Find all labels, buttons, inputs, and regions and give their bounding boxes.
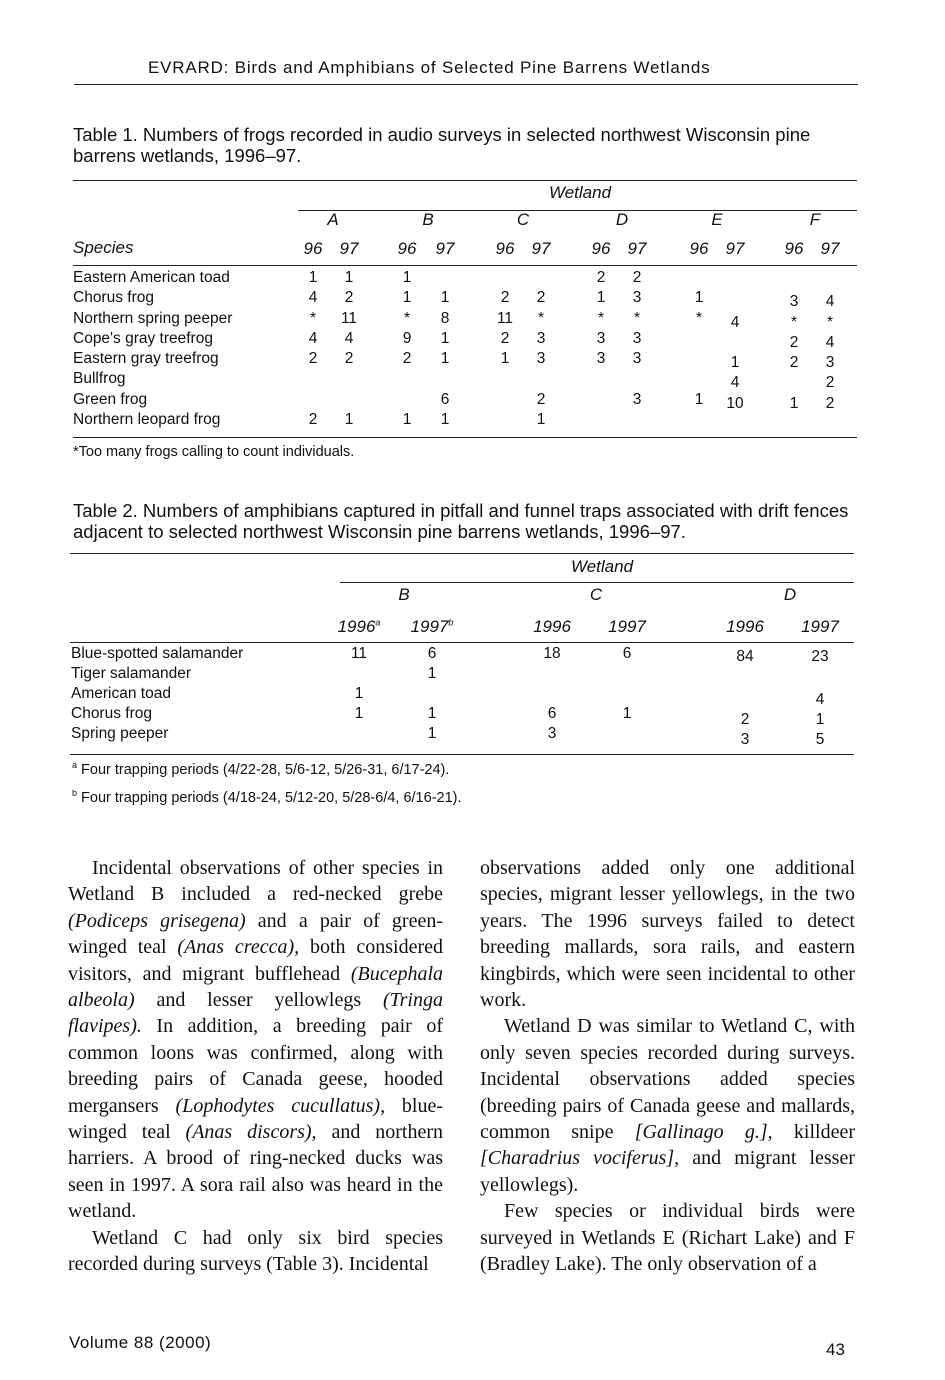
table2-value-cell: 1 bbox=[815, 711, 825, 728]
table2-year-header: 1996 bbox=[533, 617, 571, 636]
table1-value-cell: 3 bbox=[632, 330, 642, 347]
footnote-mark: a bbox=[375, 617, 381, 628]
table2-species-cell: Chorus frog bbox=[71, 705, 152, 722]
table1-value-cell: * bbox=[790, 314, 798, 331]
table2-species-cell: Tiger salamander bbox=[71, 665, 192, 682]
paragraph-wetland-d bbox=[480, 1013, 855, 1198]
page-number: 43 bbox=[826, 1340, 845, 1359]
table1-wetland-header: D bbox=[615, 210, 629, 229]
table1-value-cell: 3 bbox=[825, 354, 835, 371]
table2-year-header: 1997$^b$ bbox=[410, 617, 454, 636]
table1-value-cell: 2 bbox=[500, 330, 510, 347]
table1-year-header: 97 bbox=[627, 239, 647, 258]
table2-value-cell: 6 bbox=[427, 645, 437, 662]
table1-value-cell: 1 bbox=[402, 411, 412, 428]
table1-wetland-header: A bbox=[327, 210, 339, 229]
table2-value-cell: 5 bbox=[815, 731, 825, 748]
table1-wetland-rule bbox=[298, 210, 857, 211]
table1-value-cell: 10 bbox=[726, 395, 744, 412]
text-run: Wetland C had only six bird species recorded during surveys (Table 3). Incidental bbox=[68, 1226, 443, 1276]
text-run: Few species or individual birds were surveyed in Wetlands E (Richart Lake) and F (Bradley Lake). The only observation of a bbox=[480, 1200, 855, 1276]
table1-value-cell: 4 bbox=[825, 293, 835, 310]
table1-year-header: 96 bbox=[397, 239, 417, 258]
table1-year-header: 96 bbox=[495, 239, 515, 258]
text-run: Incidental observations of other species in Wetland B included a red-necked grebe bbox=[68, 857, 443, 906]
text-run: and migrant lesser yellowlegs). bbox=[480, 1147, 855, 1196]
table2-value-cell: 1 bbox=[427, 705, 437, 722]
table1-wetland-header: C bbox=[516, 210, 530, 229]
table1-wetland-header: F bbox=[809, 210, 821, 229]
table1-value-cell: 1 bbox=[308, 269, 318, 286]
header-rule bbox=[74, 84, 858, 85]
table1-value-cell: 3 bbox=[536, 350, 546, 367]
table1-value-cell: 11 bbox=[496, 310, 514, 327]
table1-year-header: 97 bbox=[725, 239, 745, 258]
table1-wetland-header: E bbox=[711, 210, 723, 229]
table1-value-cell: 2 bbox=[500, 289, 510, 306]
table1-species-cell: Green frog bbox=[73, 391, 148, 408]
table2-wetland-header: C bbox=[589, 585, 603, 604]
table2-wetland-header: D bbox=[783, 585, 797, 604]
table1-value-cell: 1 bbox=[440, 411, 450, 428]
scientific-name: (Anas discors), bbox=[185, 1121, 317, 1144]
table1-value-cell: 2 bbox=[596, 269, 606, 286]
table1-species-cell: Bullfrog bbox=[73, 370, 126, 387]
table1-species-cell: Northern leopard frog bbox=[73, 411, 221, 428]
table1-value-cell: 2 bbox=[789, 334, 799, 351]
table1-value-cell: 4 bbox=[308, 289, 318, 306]
scientific-name: (Podiceps grisegena) bbox=[68, 909, 246, 932]
paragraph-wetland-c-start bbox=[68, 1225, 443, 1278]
table1-value-cell: 3 bbox=[632, 289, 642, 306]
table1-value-cell: 4 bbox=[344, 330, 354, 347]
table1-value-cell: 2 bbox=[536, 289, 546, 306]
scientific-name: (Anas crecca), bbox=[177, 936, 300, 959]
table2-year-header: 1996 bbox=[726, 617, 764, 636]
footnote-mark: b bbox=[448, 617, 454, 628]
table1-value-cell: 4 bbox=[308, 330, 318, 347]
table1-value-cell: * bbox=[695, 310, 703, 327]
text-run: In addition, a breeding pair of common loons was confirmed, along with breeding pairs of Canada geese, hooded mergansers bbox=[68, 1015, 443, 1117]
table1-value-cell: 2 bbox=[825, 374, 835, 391]
table2-header-rule bbox=[70, 642, 854, 643]
footnote-b-text: Four trapping periods (4/18-24, 5/12-20, 5/28-6/4, 6/16-21). bbox=[81, 789, 462, 806]
table1-value-cell: 1 bbox=[500, 350, 510, 367]
table1-species-header: Species bbox=[73, 238, 134, 257]
table1-year-header: 96 bbox=[689, 239, 709, 258]
table2-year-header: 1997 bbox=[608, 617, 646, 636]
table1-caption: Table 1. Numbers of frogs recorded in audio surveys in selected northwest Wisconsin pine barrens wetlands, 1996–97. bbox=[73, 124, 811, 166]
table1-year-header: 97 bbox=[820, 239, 840, 258]
table2-value-cell: 6 bbox=[622, 645, 632, 662]
table1-value-cell: 2 bbox=[632, 269, 642, 286]
table1-species-cell: Cope's gray treefrog bbox=[73, 330, 213, 347]
text-run: observations added only one additional species, migrant lesser yellowlegs, in the two years. The 1996 surveys failed to detect breeding mallards, sora rails, and eastern kingbirds, which were seen incidental to other work. bbox=[480, 857, 855, 1012]
table1-value-cell: 2 bbox=[789, 354, 799, 371]
table1-species-cell: Chorus frog bbox=[73, 289, 154, 306]
table1-value-cell: 1 bbox=[440, 289, 450, 306]
paragraph-wetlands-e-f bbox=[480, 1198, 855, 1277]
table1-value-cell: 3 bbox=[536, 330, 546, 347]
table2-top-rule bbox=[70, 553, 854, 554]
table1-value-cell: 1 bbox=[536, 411, 546, 428]
table1-year-header: 96 bbox=[303, 239, 323, 258]
table2-bottom-rule bbox=[70, 754, 854, 755]
table1-value-cell: 1 bbox=[694, 289, 704, 306]
table2-footnote-a bbox=[72, 760, 449, 778]
table1-value-cell: 1 bbox=[789, 395, 799, 412]
table1-value-cell: 1 bbox=[344, 411, 354, 428]
table1-value-cell: * bbox=[309, 310, 317, 327]
paragraph-wetland-b bbox=[68, 855, 443, 1225]
body-column-left bbox=[68, 855, 443, 1278]
table1-year-header: 97 bbox=[531, 239, 551, 258]
text-run: and lesser yellowlegs bbox=[134, 989, 383, 1012]
table1-value-cell: 1 bbox=[694, 391, 704, 408]
table2-value-cell: 2 bbox=[740, 711, 750, 728]
table1-value-cell: 1 bbox=[440, 350, 450, 367]
table2-wetland-header: B bbox=[398, 585, 410, 604]
scientific-name: (Bucephala albeola) bbox=[68, 962, 443, 1012]
table2-year-header: 1996$^a$ bbox=[337, 617, 381, 636]
table1-year-header: 97 bbox=[435, 239, 455, 258]
table1-value-cell: 2 bbox=[308, 350, 318, 367]
footnote-b-mark: b bbox=[72, 788, 78, 798]
table1-value-cell: * bbox=[403, 310, 411, 327]
table1-value-cell: 3 bbox=[632, 391, 642, 408]
table1-value-cell: 4 bbox=[730, 374, 740, 391]
table2-value-cell: 1 bbox=[427, 665, 437, 682]
table1-header-rule bbox=[73, 265, 857, 266]
table1-value-cell: 1 bbox=[402, 289, 412, 306]
table2-value-cell: 23 bbox=[811, 648, 829, 665]
table2-value-cell: 18 bbox=[543, 645, 561, 662]
table2-footnote-b bbox=[72, 788, 462, 806]
table1-footnote: *Too many frogs calling to count individuals. bbox=[73, 444, 355, 460]
table1-value-cell: 11 bbox=[340, 310, 358, 327]
table1-year-header: 96 bbox=[784, 239, 804, 258]
table2-value-cell: 1 bbox=[622, 705, 632, 722]
table1-species-cell: Eastern American toad bbox=[73, 269, 230, 286]
table1-species-cell: Eastern gray treefrog bbox=[73, 350, 219, 367]
table1-year-header: 96 bbox=[591, 239, 611, 258]
table2-species-cell: Blue-spotted salamander bbox=[71, 645, 244, 662]
table1-value-cell: 1 bbox=[730, 354, 740, 371]
table2-species-cell: Spring peeper bbox=[71, 725, 169, 742]
table2-value-cell: 4 bbox=[815, 691, 825, 708]
table1-year-header: 97 bbox=[339, 239, 359, 258]
body-column-right bbox=[480, 855, 855, 1278]
table2-year-header: 1997 bbox=[801, 617, 839, 636]
table2-caption: Table 2. Numbers of amphibians captured in pitfall and funnel traps associated with drift fences adjacent to selected northwest Wisconsin pine barrens wetlands, 1996–97. bbox=[73, 500, 849, 542]
text-run: Wetland D was similar to Wetland C, with only seven species recorded during surveys. Incidental observations added species (breeding pairs of Canada geese and mallards, common snipe bbox=[480, 1015, 855, 1144]
table2-value-cell: 1 bbox=[354, 705, 364, 722]
running-head: EVRARD: Birds and Amphibians of Selected Pine Barrens Wetlands bbox=[148, 58, 711, 77]
table1-value-cell: 3 bbox=[596, 350, 606, 367]
table2-value-cell: 11 bbox=[350, 645, 368, 662]
table1-value-cell: 3 bbox=[596, 330, 606, 347]
table1-value-cell: 2 bbox=[344, 289, 354, 306]
table2-value-cell: 6 bbox=[547, 705, 557, 722]
scientific-name: [Charadrius vociferus], bbox=[480, 1147, 680, 1170]
table1-value-cell: 3 bbox=[789, 293, 799, 310]
volume-label: Volume 88 (2000) bbox=[69, 1333, 212, 1352]
table1-value-cell: 3 bbox=[632, 350, 642, 367]
table1-top-rule bbox=[73, 180, 857, 181]
table1-value-cell: 8 bbox=[440, 310, 450, 327]
table2-value-cell: 1 bbox=[354, 685, 364, 702]
table1-value-cell: 1 bbox=[402, 269, 412, 286]
footnote-a-mark: a bbox=[72, 760, 78, 770]
table1-value-cell: 4 bbox=[825, 334, 835, 351]
scientific-name: (Tringa flavipes). bbox=[68, 989, 443, 1038]
table2-wetland-label: Wetland bbox=[570, 557, 634, 576]
table1-value-cell: 4 bbox=[730, 314, 740, 331]
table1-value-cell: 2 bbox=[825, 395, 835, 412]
table1-value-cell: 9 bbox=[402, 330, 412, 347]
table1-value-cell: 2 bbox=[344, 350, 354, 367]
table1-value-cell: * bbox=[633, 310, 641, 327]
paragraph-wetland-c-cont bbox=[480, 855, 855, 1013]
table2-value-cell: 84 bbox=[736, 648, 754, 665]
table1-value-cell: 1 bbox=[440, 330, 450, 347]
table1-value-cell: * bbox=[597, 310, 605, 327]
table1-value-cell: * bbox=[826, 314, 834, 331]
text-run: both considered visitors, and migrant bufflehead bbox=[68, 936, 444, 985]
table2-value-cell: 3 bbox=[740, 731, 750, 748]
table2-wetland-rule bbox=[340, 582, 854, 583]
text-run: and a pair of green-winged teal bbox=[68, 909, 443, 959]
table1-species-cell: Northern spring peeper bbox=[73, 310, 233, 327]
table1-value-cell: 1 bbox=[596, 289, 606, 306]
table1-value-cell: * bbox=[537, 310, 545, 327]
scientific-name: (Lophodytes cucullatus), bbox=[175, 1094, 386, 1117]
footnote-a-text: Four trapping periods (4/22-28, 5/6-12, 5/26-31, 6/17-24). bbox=[81, 761, 450, 778]
table1-value-cell: 1 bbox=[344, 269, 354, 286]
scientific-name: [Gallinago g.], bbox=[634, 1121, 773, 1144]
table1-value-cell: 6 bbox=[440, 391, 450, 408]
table2-species-cell: American toad bbox=[71, 685, 171, 702]
table1-value-cell: 2 bbox=[402, 350, 412, 367]
text-run: and northern harriers. A brood of ring-necked ducks was seen in 1997. A sora rail also was heard in the wetland. bbox=[68, 1121, 443, 1223]
table1-bottom-rule bbox=[73, 437, 857, 438]
table1-value-cell: 2 bbox=[308, 411, 318, 428]
table1-value-cell: 2 bbox=[536, 391, 546, 408]
table1-wetland-header: B bbox=[422, 210, 434, 229]
text-run: blue-winged teal bbox=[68, 1094, 443, 1144]
table1-wetland-label: Wetland bbox=[548, 183, 612, 202]
text-run: killdeer bbox=[772, 1121, 855, 1144]
table2-value-cell: 1 bbox=[427, 725, 437, 742]
table2-value-cell: 3 bbox=[547, 725, 557, 742]
